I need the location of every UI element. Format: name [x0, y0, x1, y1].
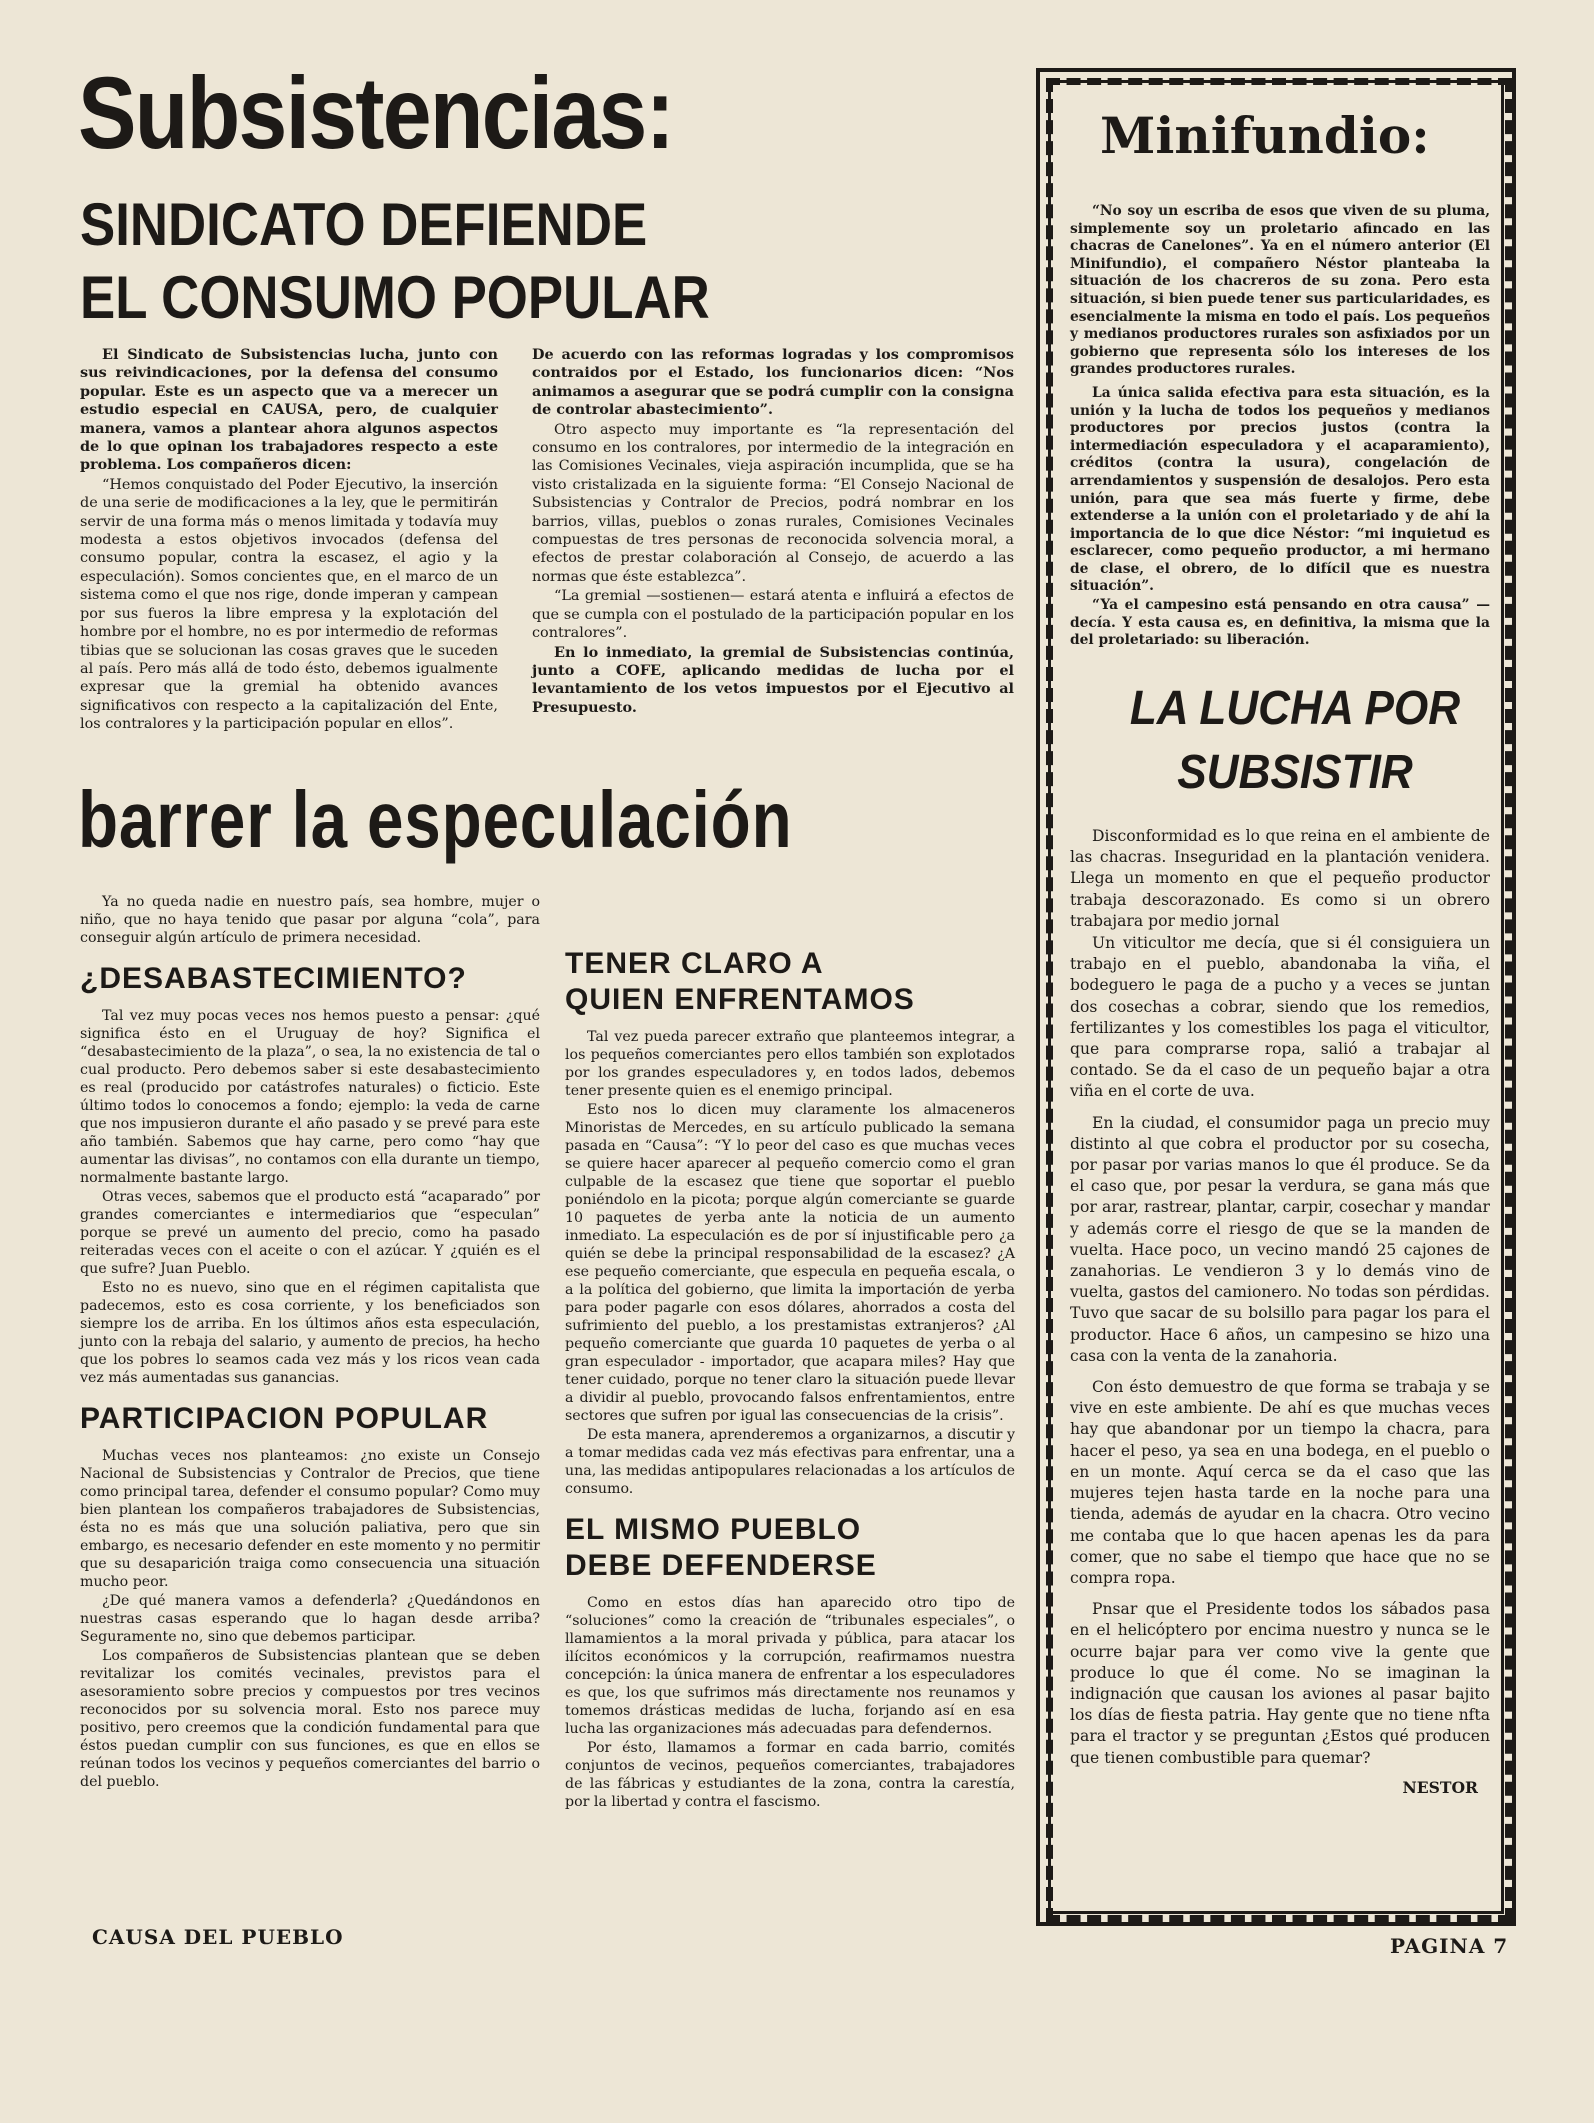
article2-paragraph: Tal vez muy pocas veces nos hemos puesto a pensar: ¿qué significa ésto en el Uruguay de hoy? Significa el “desabastecimiento de la plaza”, o sea, la no existencia de tal o cual producto. Pero debemos saber si este desabastecimiento es real (producido por catástrofes naturales) o ficticio. Este último todos lo conocemos a fondo; ejemplo: la veda de carne que nos impusieron durante el año pasado y se prevé para este año también. Sabemos que hay carne, pero como “hay que aumentar las divisas”, no contamos con ella durante un tiempo, normalmente bastante largo. — [80, 1008, 540, 1186]
section-title-line: QUIEN ENFRENTAMOS — [565, 983, 915, 1016]
article2-intro: Ya no queda nadie en nuestro país, sea hombre, mujer o niño, que no haya tenido que pasar por alguna “cola”, para conseguir algún artículo de primera necesidad. — [80, 894, 540, 946]
article1-paragraph: “Hemos conquistado del Poder Ejecutivo, la inserción de una serie de modificaciones a la ley, que le permitirán servir de una forma más o menos limitada y todavía muy modesta a estos objetivos invocados (defensa del consumo popular, contra la escasez, el agio y la especulación). Somos concientes que, en el marco de un sistema como el que nos rige, donde imperan y campean por sus fueros la libre empresa y la explotación del hombre por el hombre, no es por intermedio de reformas tibias que se solucionan las cosas graves que le suceden al país. Pero más allá de todo ésto, debemos igualmente expresar que la gremial ha obtenido avances significativos con respecto a la capitalización del Ente, los contralores y la participación popular en ellos”. — [80, 476, 498, 733]
article2-paragraph: ¿De qué manera vamos a defenderla? ¿Quedándonos en nuestras casas esperando que lo hagan desde arriba? Seguramente no, sino que debemos participar. — [80, 1593, 540, 1645]
sidebar-title: Minifundio: — [1100, 106, 1430, 165]
sidebar-body — [1070, 826, 1490, 1798]
sidebar-paragraph: Con ésto demuestro de que forma se trabaja y se vive en este ambiente. De ahí es que muchas veces hay que abandonar por un tiempo la chacra, para hacer el peso, ya sea en una bodega, en el pueblo o en un monte. Aquí cerca se da el caso que las mujeres tejen hasta tarde en la noche para una tienda, además de ayudar en la chacra. Otro vecino me contaba que lo que hacen apenas les da para comer, que no sabe el tiempo que hace que no se compra ropa. — [1070, 1378, 1490, 1587]
article1-paragraph: En lo inmediato, la gremial de Subsistencias continúa, junto a COFE, aplicando medidas de lucha por el levantamiento de los vetos impuestos por el Ejecutivo al Presupuesto. — [532, 643, 1014, 716]
sidebar-heading-line-2: SUBSISTIR — [1177, 746, 1413, 799]
article1-paragraph: De acuerdo con las reformas logradas y los compromisos contraidos por el Estado, los funcionarios dicen: “Nos animamos a asegurar que se podrá cumplir con la consigna de controlar abastecimiento”. — [532, 346, 1014, 419]
article2-paragraph: Como en estos días han aparecido otro tipo de “soluciones” como la creación de “tribunales especiales”, o llamamientos a la moral privada y pública, para atacar los ilícitos económicos y la corrupción, reafirmamos nuestra concepción: la única manera de enfrentar a los especuladores es que, los que sufrimos más directamente nos reunamos y tomemos drásticas medidas de lucha, forjando así en esa lucha las organizaciones más adecuadas para defendernos. — [565, 1595, 1015, 1737]
article2-column-1 — [80, 893, 540, 1792]
section-title-participacion: PARTICIPACION POPULAR — [80, 1402, 489, 1435]
sidebar-signature: NESTOR — [1402, 1777, 1478, 1797]
section-title-tener-claro — [565, 946, 1015, 1018]
article2-column-2 — [565, 940, 1015, 1812]
headline-title: Subsistencias: — [78, 56, 674, 170]
article2-paragraph: Otras veces, sabemos que el producto está “acaparado” por grandes comerciantes e intermediarios que “especulan” porque se prevé un aumento del precio, como ha pasado reiteradas veces con el aceite o con el azúcar. Y ¿quién es el que sufre? Juan Pueblo. — [80, 1189, 540, 1277]
sidebar-paragraph: En la ciudad, el consumidor paga un precio muy distinto al que cobra el productor por su cosecha, por pasar por varias manos lo que él produce. Se da el caso que, por pesar la verdura, se gana más que por arar, rastrear, plantar, carpir, cosechar y mandar y además corre el riesgo de que se la manden de vuelta. Hace poco, un vecino mandó 25 cajones de zanahorias. Le vendieron 3 y lo demás vino de vuelta, gastos del camionero. No todas son pérdidas. Tuvo que sacar de su bolsillo para pagar los para el productor. Hace 6 años, un campesino se hizo una casa con la venta de la zanahoria. — [1070, 1113, 1490, 1365]
sidebar-heading-line-1: LA LUCHA POR — [1129, 682, 1461, 735]
footer-publication: CAUSA DEL PUEBLO — [92, 1925, 344, 1949]
footer-page-number: PAGINA 7 — [1390, 1934, 1509, 1958]
section-title-line: DEBE DEFENDERSE — [565, 1549, 877, 1582]
article2-paragraph: Muchas veces nos planteamos: ¿no existe un Consejo Nacional de Subsistencias y Contralor de Precios, que tiene como principal tarea, defender el consumo popular? Como muy bien plantean los compañeros trabajadores de Subsistencias, ésta no es más que una solución paliativa, pero que sin embargo, es necesario defender en este momento y no permitir que su desaparición traiga como consecuencia una situación mucho peor. — [80, 1448, 540, 1590]
article1-paragraph: Otro aspecto muy importante es “la representación del consumo en los contralores, por intermedio de la integración en las Comisiones Vecinales, vieja aspiración incumplida, que se ha visto cristalizada en la siguiente forma: “El Consejo Nacional de Subsistencias y Contralor de Precios, podrá nombrar en los barrios, villas, pueblos o zonas rurales, Comisiones Vecinales compuestas de tres personas de reconocida solvencia moral, a efectos de prestar colaboración al Consejo, de acuerdo a las normas que éste establezca”. — [532, 421, 1014, 585]
sidebar-intro — [1070, 203, 1490, 651]
article1-paragraph: El Sindicato de Subsistencias lucha, junto con sus reivindicaciones, por la defensa del consumo popular. Este es un aspecto que va a merecer un estudio especial en CAUSA, pero, de cualquier manera, vamos a plantear ahora algunos aspectos de lo que opinan los trabajadores respecto a este problema. Los compañeros dicen: — [80, 346, 498, 474]
article2-paragraph: De esta manera, aprenderemos a organizarnos, a discutir y a tomar medidas cada vez más efectivas para enfrentar, una a una, las medidas antipopulares relacionadas a los artículos de consumo. — [565, 1427, 1015, 1497]
article2-paragraph: Esto no es nuevo, sino que en el régimen capitalista que padecemos, esto es cosa corriente, y los beneficiados son siempre los de arriba. En los últimos años esta especulación, junto con la rebaja del salario, y aumento de precios, ha hecho que los pobres lo seamos cada vez más y los ricos vean cada vez más aumentadas sus ganancias. — [80, 1280, 540, 1386]
section-title-desabastecimiento: ¿DESABASTECIMIENTO? — [80, 962, 467, 995]
section-title-line: EL MISMO PUEBLO — [565, 1513, 862, 1546]
headline-subtitle-1: SINDICATO DEFIENDE — [80, 191, 648, 258]
article2-paragraph: Por ésto, llamamos a formar en cada barrio, comités conjuntos de vecinos, pequeños comerciantes, trabajadores de las fábricas y estudiantes de la zona, contra la carestía, por la libertad y contra el fascismo. — [565, 1740, 1015, 1810]
article2-paragraph: Tal vez pueda parecer extraño que planteemos integrar, a los pequeños comerciantes pero ellos también son explotados por los grandes especuladores y, en todos lados, debemos tener presente quien es el enemigo principal. — [565, 1029, 1015, 1099]
sidebar-paragraph: Un viticultor me decía, que si él consiguiera un trabajo en el pueblo, abandonaba la viña, el bodeguero le paga de a pucho y a veces se juntan dos cosechas a cobrar, siendo que los remedios, fertilizantes y los comestibles los paga el viticultor, que para comprarse ropa, salió a trabajar al contado. Se da el caso de un pequeño bajar a otra viña en el corte de uva. — [1070, 934, 1490, 1101]
sidebar-paragraph: Disconformidad es lo que reina en el ambiente de las chacras. Inseguridad en la plantación venidera. Llega un momento en que el pequeño productor trabaja descorazonado. Es como si un obrero trabajara por medio jornal — [1070, 827, 1490, 930]
article1-column-2 — [532, 346, 1014, 718]
section-title-mismo-pueblo — [565, 1512, 1015, 1584]
section-title-line: TENER CLARO A — [565, 947, 824, 980]
article2-paragraph: Los compañeros de Subsistencias plantean que se deben revitalizar los comités vecinales, previstos para el asesoramiento sobre precios y compuestos por tres vecinos reconocidos por su solvencia moral. Esto nos parece muy positivo, pero creemos que la condición fundamental para que éstos puedan cumplir con sus funciones, es que en ellos se reúnan todos los vecinos y pequeños comerciantes del barrio o del pueblo. — [80, 1648, 540, 1790]
headline-subtitle-2: EL CONSUMO POPULAR — [80, 264, 710, 331]
sidebar-paragraph: “No soy un escriba de esos que viven de su pluma, simplemente soy un proletario afincado en las chacras de Canelones”. Ya en el número anterior (El Minifundio), el compañero Néstor planteaba la situación de los chacreros de su zona. Pero esta situación, si bien puede tener sus particularidades, es esencialmente la misma en todo el país. Los pequeños y medianos productores rurales son asfixiados por un gobierno que representa sólo los intereses de los grandes productores rurales. — [1070, 203, 1490, 378]
article1-column-1 — [80, 346, 498, 735]
sidebar-paragraph: “Ya el campesino está pensando en otra causa” —decía. Y esta causa es, en definitiva, la misma que la del proletariado: su liberación. — [1070, 597, 1490, 649]
article2-title: barrer la especulación — [78, 775, 793, 864]
sidebar-paragraph: La única salida efectiva para esta situación, es la unión y la lucha de todos los pequeños y medianos productores por precios justos (contra la intermediación especuladora y el acaparamiento), créditos (contra la usura), congelación de arrendamientos y suspensión de desalojos. Pero esta unión, para que sea más fuerte y firme, debe extenderse a la unión con el proletariado y de ahí la importancia de lo que dice Néstor: “mi inquietud es esclarecer, como pequeño productor, a mi hermano de clase, el obrero, de lo difícil que es nuestra situación”. — [1070, 384, 1490, 595]
article2-paragraph: Esto nos lo dicen muy claramente los almaceneros Minoristas de Mercedes, en su artículo publicado la semana pasada en “Causa”: “Y lo peor del caso es que muchas veces se quiere hacer aparecer al pequeño comercio como el gran culpable de la escasez que tiene que soportar el pueblo poniéndolo en la picota; porque algún comerciante se guarde 10 paquetes de yerba ante la noticia de un aumento inmediato. La especulación es de por sí injustificable pero ¿a quién se debe la principal responsabilidad de la escasez? ¿A ese pequeño comerciante, que especula en pequeña escala, o a la política del gobierno, que limita la importación de yerba para poder pagarle con esos dólares, ahorrados a costa del sufrimiento del pueblo, a los prestamistas extranjeros? ¿Al pequeño comerciante que guarda 10 paquetes de yerba o al gran especulador - importador, que acapara miles? Hay que tener cuidado, porque no tener claro la situación puede llevar a dividir al pueblo, provocando falsos enfrentamientos, entre sectores que sufren por igual las consecuencias de la crisis”. — [565, 1102, 1015, 1424]
article1-paragraph: “La gremial —sostienen— estará atenta e influirá a efectos de que se cumpla con el postulado de la participación popular en los contralores”. — [532, 588, 1014, 642]
sidebar-paragraph: Pnsar que el Presidente todos los sábados pasa en el helicóptero por encima nuestro y nunca se le ocurre bajar para ver como vive la gente que produce lo que él come. No se imaginan la indignación que causan los aviones al pasar bajito los días de fiesta patria. Hay gente que no tiene nfta para el tractor y se preguntan ¿Estos qué producen que tienen combustible para quemar? — [1070, 1600, 1490, 1767]
